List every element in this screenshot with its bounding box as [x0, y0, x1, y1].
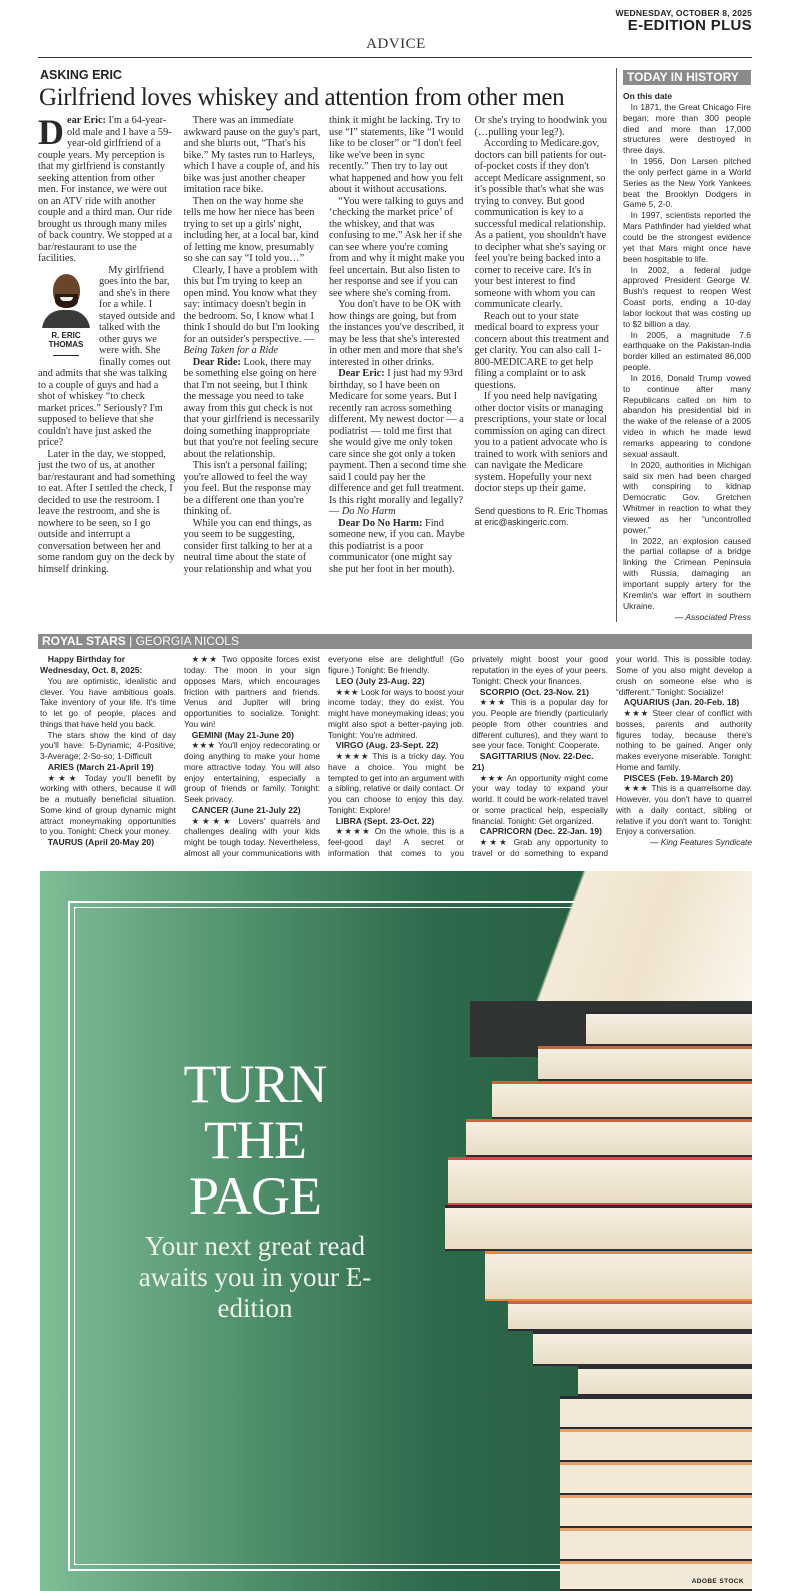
edition-promo-ad[interactable] — [40, 871, 752, 1591]
columnist-caption: R. ERIC THOMAS — [48, 330, 84, 349]
edition-date: WEDNESDAY, OCTOBER 8, 2025 — [615, 8, 752, 18]
sign-heading: CANCER (June 21-July 22) — [191, 804, 301, 815]
contact-note: Send questions to R. Eric Thomas at eric@askingeric.com. — [474, 505, 608, 527]
sign-text: ★★★ This is a quarrelsome day. However, you don't have to quarrel with a daily contact, sibling or relative if you don't want to. Tonight: Enjoy a conversation. — [616, 783, 752, 837]
paragraph-text: I just had my 93rd birthday, so I have been on Medicare for some years. But I recently ran across something different. My newest doctor — a podiatrist — told me first that she would give me only token care since she got only a token payment. Then a second time she said I could pay her the difference and get full treatment. Is this right morally and legally? — — [329, 368, 467, 517]
book — [448, 1157, 752, 1205]
book — [586, 1011, 752, 1046]
horoscope-credit: — King Features Syndicate — [650, 837, 752, 848]
response-salutation: Dear Do No Harm: — [338, 517, 423, 529]
sign-text: ★★★ An opportunity might come your way today to expand your world. It could be work-related travel or some practical help, especially financial. Tonight: Get organized. — [472, 772, 608, 826]
birthday-heading: Happy Birthday for Wednesday, Oct. 8, 2025: — [40, 654, 143, 676]
paragraph: You don't have to be OK with how things are going, but from the instances you've described, it may be less that she's interested in other men and more that she's interested in other drinks. — [329, 299, 465, 368]
history-item: In 2005, a magnitude 7.6 earthquake on the Pakistan-India border killed an estimated 86,000 people. — [623, 329, 751, 373]
sign-heading: AQUARIUS (Jan. 20-Feb. 18) — [623, 697, 740, 708]
header-divider — [38, 57, 752, 58]
paragraph: My girlfriend goes into the bar, and she's in there for a while. I stayed outside and talked with the other guys we were with. She finally comes out and admits that she was talking to a couple of guys and had a shot of whiskey “to check market prices.” Seriously? I'm supposed to believe that she couldn't have just asked the price? — [38, 264, 176, 448]
paragraph — [184, 265, 322, 357]
sign-heading: ARIES (March 21-April 19) — [47, 761, 154, 772]
paragraph: Later in the day, we stopped, just the two of us, at another bar/restaurant and had something to eat. After I settled the check, I decided to use the restroom. I leave the restroom, and she is nowhere to be seen, so I go outside and interrupt a conversation between her and some random guy on the deck by himself drinking. — [38, 448, 175, 575]
advice-column-area — [38, 68, 616, 622]
paragraph: There was an immediate awkward pause on the guy's part, and she blurts out, “That's his bike.” My tastes run to Harleys, which I have a couple of, and his bike was just another cheaper imitation race bike. — [183, 115, 321, 195]
history-item: In 2020, authorities in Michigan said six men had been charged with conspiring to kidnap Democratic Gov. Gretchen Whitmer in reaction to what they viewed as her “uncontrolled power.” — [623, 459, 751, 535]
paragraph: This isn't a personal failing; you're allowed to feel the way you feel. But the response may be a different one than you're thinking of. — [183, 460, 312, 517]
paragraph: Then on the way home she tells me how her niece has been trying to set up a girls' night, including her, at a local bar, kind of letting me know, presumably so she can say “I told you…” — [183, 195, 319, 264]
horoscope-body — [40, 654, 752, 858]
history-item: In 1956, Don Larsen pitched the only perfect game in a World Series as the New York Yankees beat the Brooklyn Dodgers in Game 5, 2-0. — [623, 156, 751, 210]
paragraph-text: Find someone new, if you can. Maybe this podiatrist is a poor communicator (one might say she put her foot in her mouth). Or she's trying to hoodwink you (…pulling your leg?). — [329, 115, 608, 575]
paragraph: According to Medicare.gov, doctors can bill patients for out-of-pocket costs if they don't accept Medicare assignment, so it's possible that's what she was trying to convey. But good communication is key to a successful medical relationship. As a patient, you shouldn't have to decipher what she's saying or feel you're being backed into a corner to receive care. It's in your best interest to find someone with whom you can communicate clearly. — [474, 138, 607, 310]
book — [578, 1366, 752, 1396]
drop-cap: D — [38, 112, 64, 152]
caption-rule — [53, 355, 79, 356]
sign-text: ★★★ Look for ways to boost your income today; they do exist. You might have moneymaking ideas; you might also spot a better-paying job. Tonight: You're admired. — [328, 686, 464, 740]
history-item: In 1997, scientists reported the Mars Pathfinder had yielded what could be the strongest evidence yet that Mars might once have been hospitable to life. — [623, 210, 751, 264]
book — [538, 1046, 752, 1081]
paragraph: While you can end things, as you seem to be suggesting, consider first talking to her at a neutral time about the state of your relationship and what you think it might be lacking. Try to use “I” statements, like “I would like to be closer” or “I don't feel like we've been in sync recently.” Then try to lay out what happened and how you felt about it without accusations. — [183, 115, 464, 575]
section-title: ADVICE — [366, 36, 426, 52]
horoscope-title: ROYAL STARS — [42, 634, 126, 649]
sign-heading: GEMINI (May 21-June 20) — [191, 729, 294, 740]
book — [492, 1081, 752, 1119]
book — [466, 1119, 752, 1157]
sign-heading: SAGITTARIUS (Nov. 22-Dec. 21) — [472, 751, 594, 772]
sign-heading: LEO (July 23-Aug. 22) — [335, 675, 425, 686]
paragraph: “You were talking to guys and ‘checking the market price’ of the whiskey, and that was confusing to me.” Ask her if she can see where you're coming from and why it might make you feel uncertain. But also listen to her response and see if you can see where she's coming from. — [329, 195, 465, 299]
history-sidebar — [616, 68, 752, 622]
sign-text: ★★★ You'll enjoy redecorating or doing anything to make your home more attractive today. You will also enjoy entertaining, especially a group of friends or family. Tonight: Seek privacy. — [184, 740, 320, 805]
sign-text: ★★★ Two opposite forces exist today. The moon in your sign opposes Mars, which encourages friction with partners and friends. Venus and Jupiter will bring opportunities to socialize. Tonight: You win! — [184, 654, 320, 729]
open-book-pages — [490, 871, 752, 1001]
sign-heading: CAPRICORN (Dec. 22-Jan. 19) — [479, 826, 602, 837]
paragraph — [38, 112, 176, 265]
sign-heading: LIBRA (Sept. 23-Oct. 22) — [335, 815, 435, 826]
letter-signature: Being Taken for a Ride — [183, 345, 279, 356]
birthday-text: You are optimistic, idealistic and clever. You have ambitious goals. Take inventory of your life. It's time to let go of people, places and things that have held you back. — [40, 675, 176, 729]
book — [533, 1331, 752, 1366]
letter-salutation: Dear Eric: — [338, 368, 385, 379]
advice-section — [38, 68, 752, 622]
history-body — [623, 91, 751, 622]
sign-text: ★★★ Grab any opportunity to travel or do something to expand your world. This is possible today. Some of you also might develop a crush on someone else who is “different.” Tonight: Socialize! — [472, 654, 752, 858]
photo-credit: ADOBE STOCK — [691, 1577, 744, 1585]
letter-signature: Do No Harm — [341, 506, 396, 517]
star-legend: The stars show the kind of day you'll have: 5-Dynamic; 4-Positive; 3-Average; 2-So-so; 1-Difficult — [40, 729, 176, 762]
history-item: In 2016, Donald Trump vowed to continue after many Republicans called on him to abandon his presidential bid in the wake of the release of a 2005 video in which he made lewd remarks appearing to condone sexual assault. — [623, 372, 751, 459]
columnist-photo — [38, 268, 94, 356]
sign-heading: VIRGO (Aug. 23-Sept. 22) — [335, 740, 439, 751]
columnist-portrait — [40, 268, 92, 328]
sign-text: ★★★★ Lovers' quarrels and challenges dealing with your kids might be tough today. Nevertheless, almost all your communications with everyone else are delightful! (Go figure.) Tonight: Be friendly. — [184, 654, 464, 858]
ad-subheadline: Your next great read awaits you in your E-edition — [138, 1230, 372, 1323]
book — [485, 1251, 752, 1301]
letter-salutation: ear Eric: — [67, 115, 106, 126]
paragraph-text: I'm a 64-year-old male and I have a 59-year-old girlfriend of a couple years. My perception is that my girlfriend is constantly seeking attention from other men. For instance, we were out on an ATV ride with another couple and a third man. Our ride brought us through many miles of back country. We stopped at a bar/restaurant to use the facilities. — [38, 115, 173, 264]
sign-heading: PISCES (Feb. 19-March 20) — [623, 772, 734, 783]
book — [445, 1205, 752, 1251]
paragraph — [329, 368, 467, 518]
ad-headline: TURN THE PAGE — [183, 1053, 327, 1226]
sign-text: ★★★★ On the whole, this is a feel-good day! A secret or information that comes to you privately might boost your good reputation in the eyes of your peers. Tonight: Check your finances. — [328, 654, 608, 858]
history-item: In 1871, the Great Chicago Fire began; more than 300 people died and more than 17,000 structures were destroyed in three days. — [623, 101, 751, 156]
sign-text: ★★★★ This is a tricky day. You have a choice. You might be tempted to get into an argument with a sibling, relative or daily contact. Or you can choose to enjoy this day. Tonight: Explore! — [328, 751, 464, 815]
paragraph — [184, 357, 322, 461]
edition-name: E-EDITION PLUS — [627, 17, 752, 34]
paragraph-text: Clearly, I have a problem with this but I'm trying to keep an open mind. You know what they say: intimacy doesn't begin in the bedroom. So, I know what I think I should do but I'm looking for an outsider's perspective. — — [183, 264, 320, 345]
history-credit: — Associated Press — [674, 611, 751, 622]
masthead — [0, 0, 792, 60]
history-item: In 2022, an explosion caused the partial collapse of a bridge linking the Crimean Peninsula with Russia, damaging an important supply artery for the Kremlin's war effort in southern Ukraine. — [623, 535, 751, 611]
sign-heading: TAURUS (April 20-May 20) — [47, 837, 155, 848]
sign-text: ★★★ This is a popular day for you. People are friendly (particularly people from other countries and different cultures), and they want to see your face. Tonight: Cooperate. — [472, 697, 608, 751]
horoscope-author: GEORGIA NICOLS — [135, 634, 239, 649]
article-body — [38, 112, 612, 575]
sign-heading: SCORPIO (Oct. 23-Nov. 21) — [479, 686, 589, 697]
paragraph-text: Look, there may be something else going on here that I'm not seeing, but I think the message you need to take away from this gut check is not that your girlfriend is necessarily doing something inappropriate but that you're not feeling secure about the relationship. — [183, 356, 320, 460]
article-headline: Girlfriend loves whiskey and attention from other men — [39, 84, 565, 111]
sign-text: ★★★ Steer clear of conflict with bosses, parents and authority figures today, because there's nothing to be gained. Anger only makes everyone miserable. Tonight: Home and family. — [616, 708, 752, 772]
column-kicker: ASKING ERIC — [40, 68, 122, 82]
book — [560, 1396, 752, 1591]
response-salutation: Dear Ride: — [192, 356, 241, 368]
horoscope-header: ROYAL STARS | GEORGIA NICOLS — [38, 634, 752, 649]
book — [508, 1301, 752, 1331]
history-item: In 2002, a federal judge approved President George W. Bush's request to reopen West Coast ports, ending a 10-day labor lockout that was costing up to $2 billion a day. — [623, 264, 751, 329]
sign-text: ★★★ Today you'll benefit by working with others, because it will be a mutually beneficial situation. Some kind of group dynamic might attract moneymaking opportunities to you. Tonight: Check your money. — [40, 772, 176, 837]
paragraph: Reach out to your state medical board to express your concern about this treatment and get clarity. You can also call 1-800-MEDICARE to get help filing a complaint or to ask questions. — [474, 310, 609, 391]
history-header: TODAY IN HISTORY — [623, 70, 751, 85]
paragraph: If you need help navigating other doctor visits or managing prescriptions, your state or local commission on aging can direct you to a patient advocate who is trained to work with seniors and can navigate the Medicare system. Hopefully your next doctor steps up their game. — [474, 391, 608, 494]
history-subhead: On this date — [623, 91, 673, 101]
